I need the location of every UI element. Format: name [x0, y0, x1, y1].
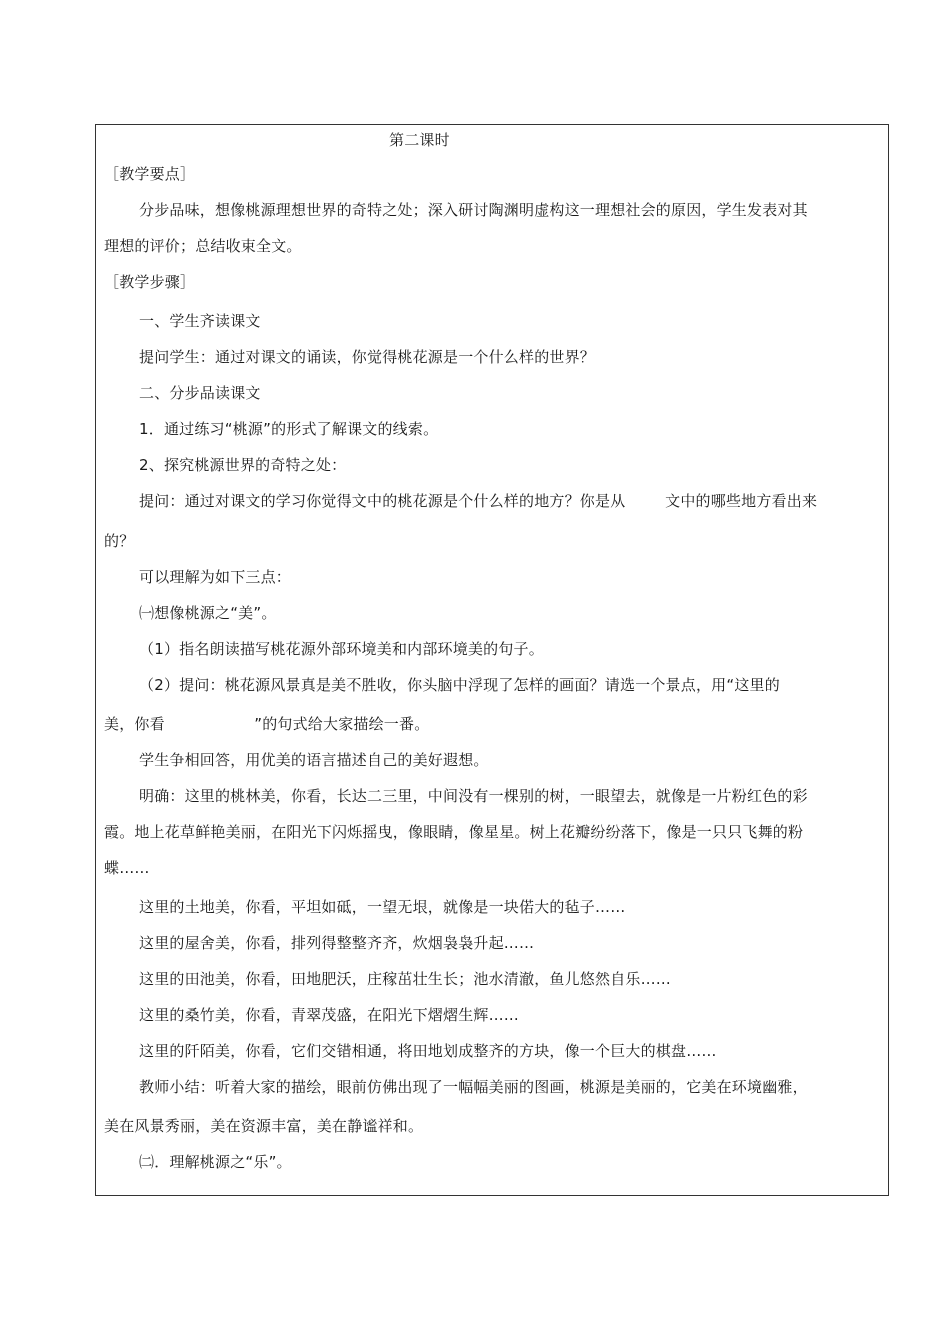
section-heading: ［教学步骤］ [104, 273, 196, 291]
paragraph-line: 可以理解为如下三点： [139, 568, 292, 586]
paragraph-line: （2）提问：桃花源风景真是美不胜收，你头脑中浮现了怎样的画面？请选一个景点，用“这里的 [139, 676, 780, 694]
section-heading: ［教学要点］ [104, 165, 196, 183]
paragraph-line: 1．通过练习“桃源”的形式了解课文的线索。 [139, 420, 439, 438]
paragraph-line: 明确：这里的桃林美，你看，长达二三里，中间没有一棵别的树，一眼望去，就像是一片粉红色的彩 [139, 787, 808, 805]
paragraph-line: 提问：通过对课文的学习你觉得文中的桃花源是个什么样的地方？你是从 文中的哪些地方看出来 [139, 492, 818, 510]
paragraph-line: 蝶…… [104, 859, 150, 877]
paragraph-line: 提问学生：通过对课文的诵读，你觉得桃花源是一个什么样的世界？ [139, 348, 596, 366]
paragraph-line: 这里的桑竹美，你看，青翠茂盛，在阳光下熠熠生辉…… [139, 1006, 520, 1024]
paragraph-line: 2、探究桃源世界的奇特之处： [139, 456, 347, 474]
paragraph-line: 这里的土地美，你看，平坦如砥，一望无垠，就像是一块偌大的毡子…… [139, 898, 626, 916]
paragraph-line: ㈠想像桃源之“美”。 [139, 604, 277, 622]
paragraph-line: 教师小结：听着大家的描绘，眼前仿佛出现了一幅幅美丽的图画，桃源是美丽的，它美在环境幽雅， [139, 1078, 808, 1096]
paragraph-line: 这里的田池美，你看，田地肥沃，庄稼茁壮生长；池水清澈，鱼儿悠然自乐…… [139, 970, 672, 988]
paragraph-line: 学生争相回答，用优美的语言描述自己的美好遐想。 [139, 751, 489, 769]
lesson-title: 第二课时 [389, 131, 450, 149]
paragraph-line: 二、分步品读课文 [139, 384, 261, 402]
paragraph-line: 美在风景秀丽，美在资源丰富，美在静谧祥和。 [104, 1117, 424, 1135]
paragraph-line: 这里的屋舍美，你看，排列得整整齐齐，炊烟袅袅升起…… [139, 934, 535, 952]
paragraph-line: 这里的阡陌美，你看，它们交错相通，将田地划成整齐的方块，像一个巨大的棋盘…… [139, 1042, 717, 1060]
paragraph-line: ㈡．理解桃源之“乐”。 [139, 1153, 292, 1171]
paragraph-line: 的？ [104, 532, 135, 550]
paragraph-line: （1）指名朗读描写桃花源外部环境美和内部环境美的句子。 [139, 640, 544, 658]
paragraph-line: 霞。地上花草鲜艳美丽，在阳光下闪烁摇曳，像眼睛，像星星。树上花瓣纷纷落下，像是一只只飞舞的粉 [104, 823, 804, 841]
paragraph-line: 理想的评价；总结收束全文。 [104, 237, 302, 255]
content-table-frame [95, 124, 889, 1196]
paragraph-line: 分步品味，想像桃源理想世界的奇特之处；深入研讨陶渊明虚构这一理想社会的原因，学生发表对其 [139, 201, 808, 219]
paragraph-line: 一、学生齐读课文 [139, 312, 261, 330]
paragraph-line: 美，你看 ”的句式给大家描绘一番。 [104, 715, 430, 733]
